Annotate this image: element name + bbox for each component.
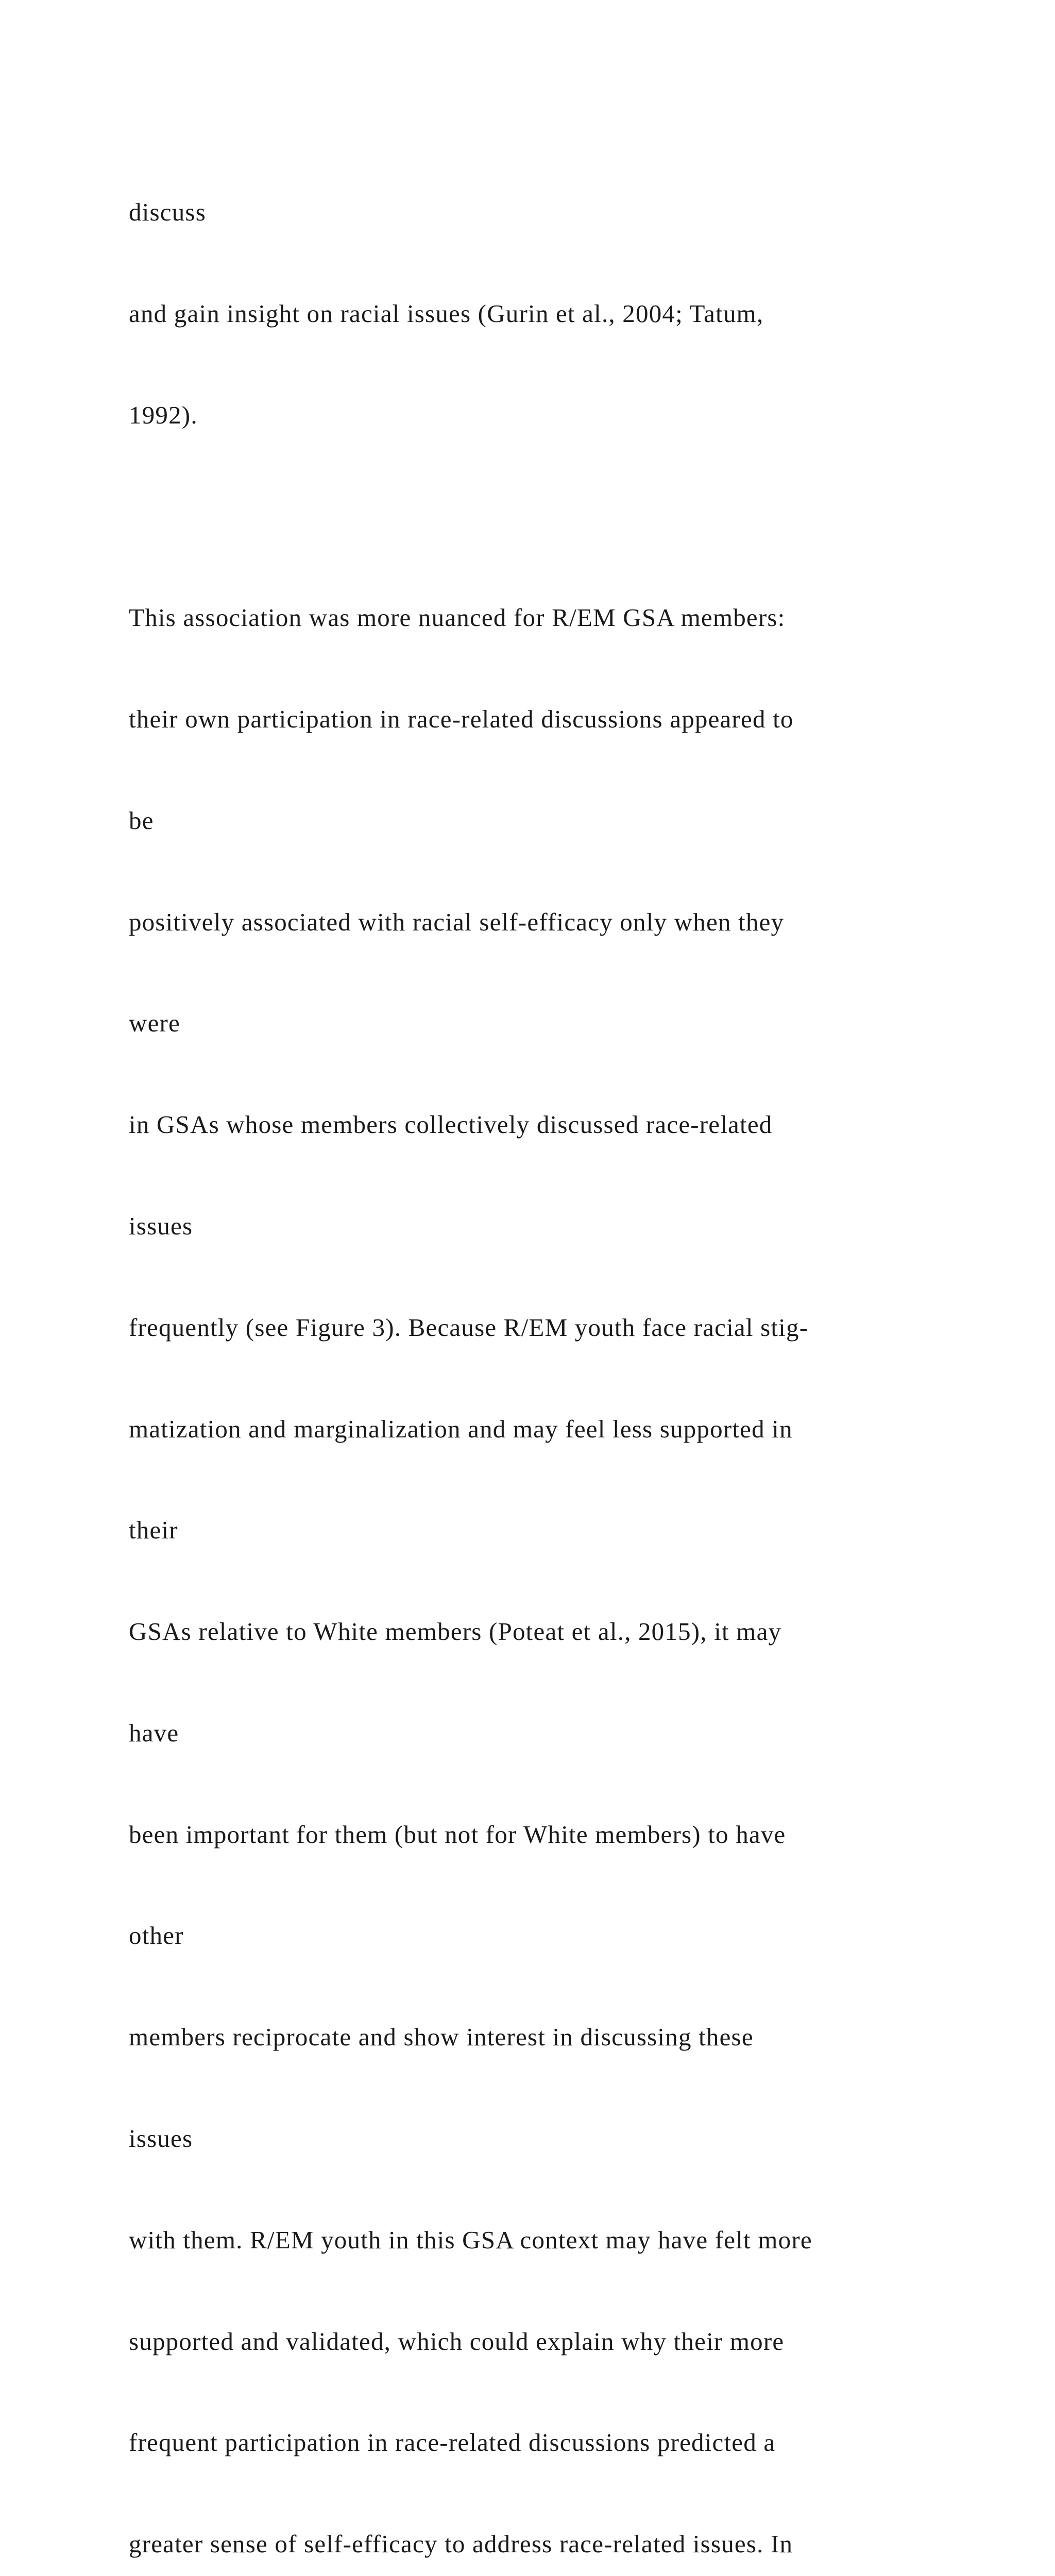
- text-line: their: [129, 1516, 178, 1545]
- text-line: in GSAs whose members collectively discussed race-related: [129, 1110, 773, 1139]
- text-line: issues: [129, 1212, 193, 1240]
- text-line: GSAs relative to White members (Poteat et al., 2015), it may: [129, 1617, 782, 1646]
- text-line: have: [129, 1718, 179, 1747]
- body-text: [129, 128, 1005, 2576]
- text-line: issues: [129, 2124, 193, 2153]
- text-line: other: [129, 1921, 184, 1950]
- text-line: been important for them (but not for White members) to have: [129, 1820, 786, 1849]
- text-line: and gain insight on racial issues (Gurin et al., 2004; Tatum,: [129, 299, 764, 328]
- text-line: their own participation in race-related discussions appeared to: [129, 705, 794, 734]
- text-line: with them. R/EM youth in this GSA context may have felt more: [129, 2225, 812, 2254]
- text-line: This association was more nuanced for R/EM GSA members:: [129, 603, 786, 632]
- text-line: members reciprocate and show interest in discussing these: [129, 2023, 754, 2052]
- text-line: greater sense of self-efficacy to address race-related issues. In: [129, 2530, 793, 2558]
- text-line: positively associated with racial self-efficacy only when they: [129, 907, 785, 936]
- text-line: discuss: [129, 198, 206, 227]
- text-line: were: [129, 1009, 181, 1038]
- blank-line: [129, 500, 1005, 534]
- text-line: frequent participation in race-related discussions predicted a: [129, 2428, 776, 2457]
- text-line: 1992).: [129, 400, 198, 429]
- text-line: be: [129, 806, 154, 835]
- text-line: frequently (see Figure 3). Because R/EM youth face racial stig-: [129, 1313, 809, 1342]
- text-line: matization and marginalization and may feel less supported in: [129, 1414, 793, 1443]
- text-line: supported and validated, which could explain why their more: [129, 2327, 785, 2355]
